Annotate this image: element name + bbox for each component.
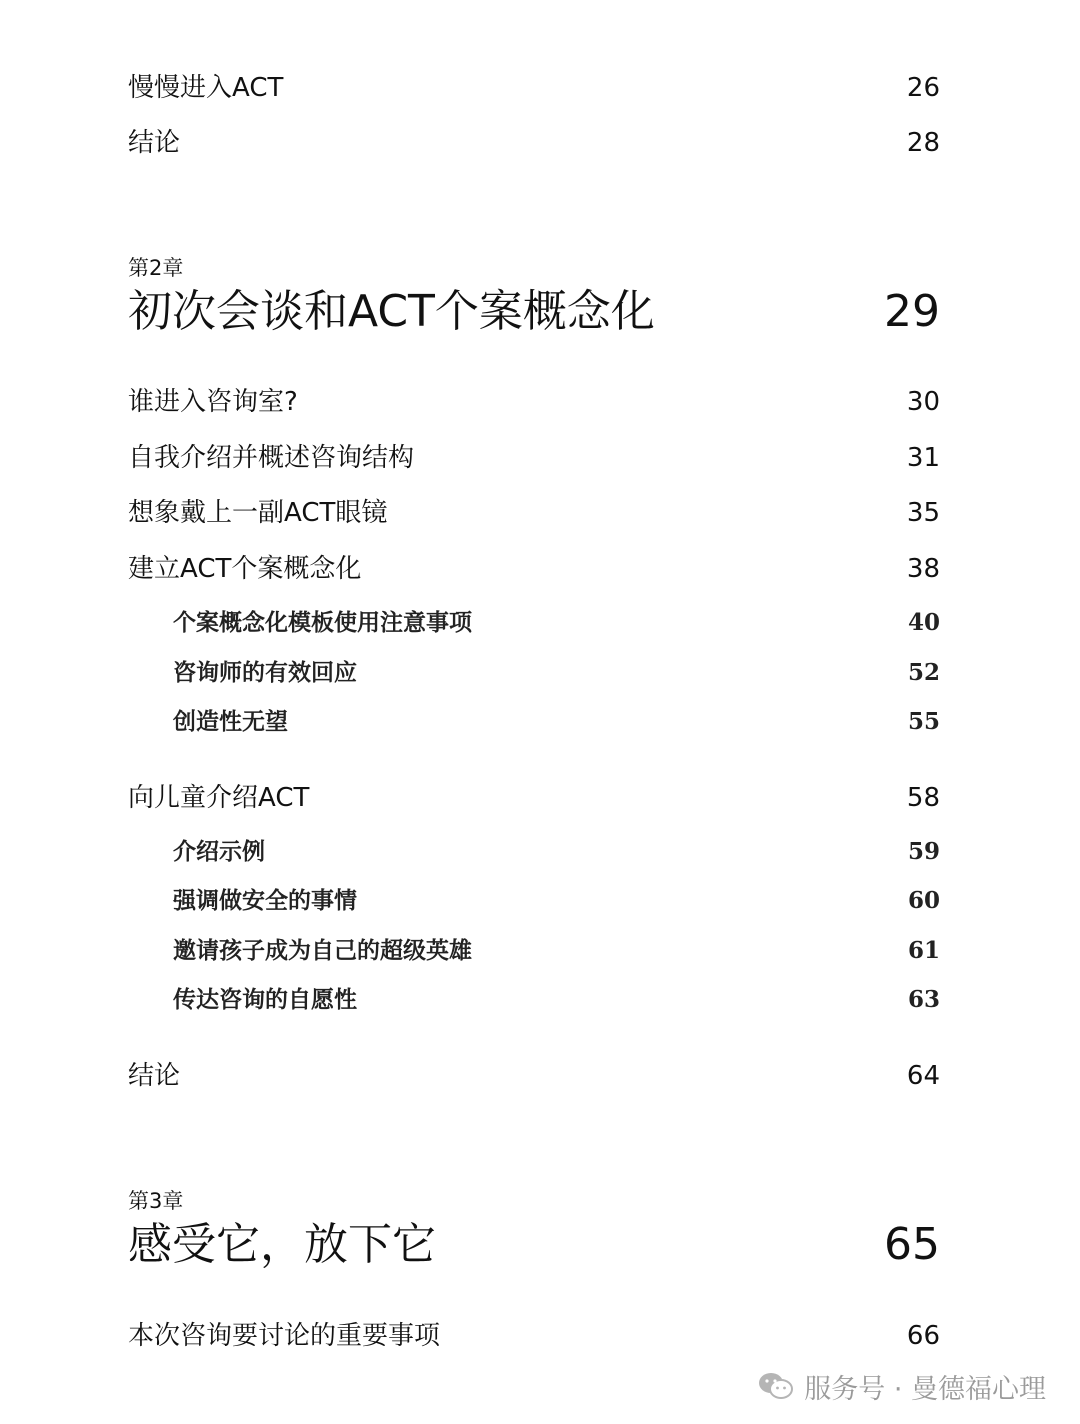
toc-entry-title: 慢慢进入ACT [128, 73, 284, 103]
toc-subentry-title: 强调做安全的事情 [173, 887, 357, 914]
toc-subentry-page: 60 [907, 887, 940, 914]
toc-subentry-page: 61 [907, 937, 940, 964]
toc-subentry-title: 传达咨询的自愿性 [173, 986, 357, 1013]
toc-entry-title: 谁进入咨询室? [128, 387, 298, 417]
toc-entry-page: 28 [906, 128, 940, 158]
chapter-page: 29 [884, 286, 940, 337]
chapter-title: 感受它，放下它 [128, 1219, 436, 1270]
toc-entry-page: 26 [906, 73, 940, 103]
toc-subentry-page: 52 [907, 659, 940, 686]
toc-entry-title: 本次咨询要讨论的重要事项 [128, 1321, 441, 1351]
toc-subentry-page: 40 [907, 609, 940, 636]
watermark-text: 服务号 · 曼德福心理 [804, 1373, 1046, 1405]
chapter-number: 第2章 [128, 256, 184, 280]
toc-subentry-title: 邀请孩子成为自己的超级英雄 [173, 937, 472, 964]
toc-entry-title: 结论 [128, 1061, 181, 1091]
chapter-title: 初次会谈和ACT个案概念化 [128, 286, 655, 337]
toc-subentry-page: 63 [907, 986, 940, 1013]
toc-entry-title: 想象戴上一副ACT眼镜 [128, 498, 388, 528]
toc-entry-title: 向儿童介绍ACT [128, 783, 310, 813]
toc-subentry-page: 55 [907, 708, 940, 735]
toc-entry-title: 自我介绍并概述咨询结构 [128, 443, 415, 473]
toc-entry-page: 35 [906, 498, 940, 528]
chapter-page: 65 [884, 1219, 940, 1270]
toc-entry-page: 38 [906, 554, 940, 584]
toc-entry-title: 结论 [128, 128, 181, 158]
toc-entry-page: 31 [906, 443, 940, 473]
chapter-number: 第3章 [128, 1189, 184, 1213]
toc-entry-page: 58 [906, 783, 940, 813]
watermark [758, 1366, 1046, 1406]
toc-subentry-title: 创造性无望 [173, 708, 288, 735]
toc-subentry-page: 59 [907, 838, 940, 865]
toc-subentry-title: 咨询师的有效回应 [173, 659, 357, 686]
wechat-logo-icon [758, 1371, 794, 1401]
toc-subentry-title: 个案概念化模板使用注意事项 [173, 609, 472, 636]
toc-entry-title: 建立ACT个案概念化 [128, 554, 362, 584]
toc-entry-page: 30 [906, 387, 940, 417]
toc-entry-page: 64 [906, 1061, 940, 1091]
toc-subentry-title: 介绍示例 [173, 838, 265, 865]
toc-entry-page: 66 [906, 1321, 940, 1351]
